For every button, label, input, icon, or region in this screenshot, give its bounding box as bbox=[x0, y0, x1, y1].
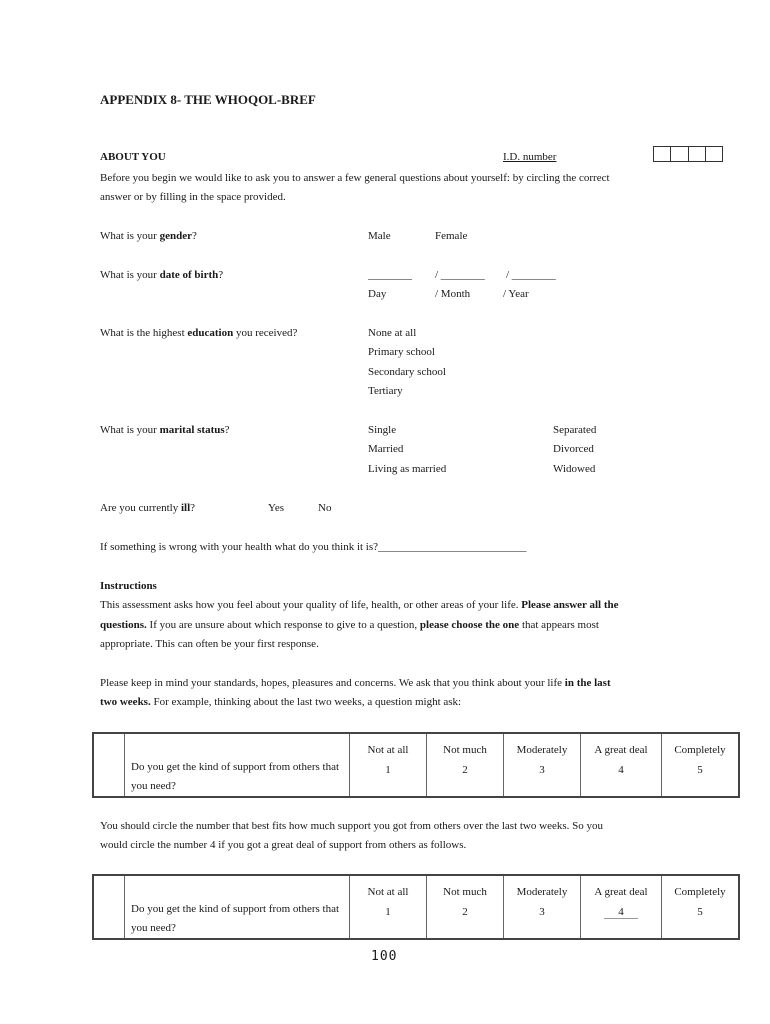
instructions-line: two weeks. For example, thinking about the last two weeks, a question might ask: bbox=[100, 696, 462, 708]
example-question-text: Do you get the kind of support from others that you need? bbox=[125, 733, 350, 797]
intro-line-1: Before you begin we would like to ask you to answer a few general questions about yourself: by circling the correct bbox=[100, 172, 610, 184]
option-not-much[interactable]: Not much 2 bbox=[427, 875, 504, 939]
page-title: APPENDIX 8- THE WHOQOL-BREF bbox=[100, 92, 316, 107]
ill-question: Are you currently ill? bbox=[100, 502, 196, 514]
instructions-heading: Instructions bbox=[100, 580, 157, 592]
marital-option[interactable]: Widowed bbox=[553, 463, 596, 475]
id-number-boxes[interactable] bbox=[653, 146, 723, 162]
option-not-much[interactable]: Not much 2 bbox=[427, 733, 504, 797]
instructions-line: appropriate. This can often be your first response. bbox=[100, 638, 319, 650]
marital-option[interactable]: Separated bbox=[553, 424, 597, 436]
option-moderately[interactable]: Moderately 3 bbox=[504, 875, 581, 939]
dob-day-label: Day bbox=[368, 288, 387, 300]
ill-option-no[interactable]: No bbox=[318, 502, 332, 514]
instructions-line: You should circle the number that best fits how much support you got from others over the last two weeks. So you bbox=[100, 820, 603, 832]
option-not-at-all[interactable]: Not at all 1 bbox=[350, 733, 427, 797]
option-not-at-all[interactable]: Not at all 1 bbox=[350, 875, 427, 939]
option-completely[interactable]: Completely 5 bbox=[662, 733, 740, 797]
dob-year-field[interactable]: / ________ bbox=[506, 269, 556, 281]
gender-question: What is your gender? bbox=[100, 230, 197, 242]
id-number-label: I.D. number bbox=[503, 151, 557, 163]
example-question-text: Do you get the kind of support from others that you need? bbox=[125, 875, 350, 939]
option-completely[interactable]: Completely 5 bbox=[662, 875, 740, 939]
education-question: What is the highest education you received? bbox=[100, 327, 298, 339]
intro-line-2: answer or by filling in the space provided. bbox=[100, 191, 286, 203]
example-question-table bbox=[92, 732, 740, 798]
gender-option-male[interactable]: Male bbox=[368, 230, 391, 242]
instructions-line: questions. If you are unsure about which response to give to a question, please choose the one that appears most bbox=[100, 619, 599, 631]
education-option[interactable]: Primary school bbox=[368, 346, 435, 358]
option-a-great-deal-selected[interactable]: A great deal 4 bbox=[581, 875, 662, 939]
option-a-great-deal[interactable]: A great deal 4 bbox=[581, 733, 662, 797]
table-blank-cell bbox=[93, 733, 125, 797]
gender-option-female[interactable]: Female bbox=[435, 230, 468, 242]
marital-option[interactable]: Married bbox=[368, 443, 404, 455]
marital-option[interactable]: Divorced bbox=[553, 443, 594, 455]
dob-question: What is your date of birth? bbox=[100, 269, 224, 281]
marital-option[interactable]: Living as married bbox=[368, 463, 447, 475]
answered-question-table bbox=[92, 874, 740, 940]
page-number: 100 bbox=[371, 949, 398, 964]
option-moderately[interactable]: Moderately 3 bbox=[504, 733, 581, 797]
table-blank-cell bbox=[93, 875, 125, 939]
education-option[interactable]: Tertiary bbox=[368, 385, 403, 397]
dob-month-label: / Month bbox=[435, 288, 471, 300]
instructions-line: This assessment asks how you feel about your quality of life, health, or other areas of your life. Please answer all the bbox=[100, 599, 619, 611]
dob-month-field[interactable]: / ________ bbox=[435, 269, 485, 281]
instructions-line: Please keep in mind your standards, hopes, pleasures and concerns. We ask that you think about your life in the last bbox=[100, 677, 611, 689]
education-option[interactable]: None at all bbox=[368, 327, 417, 339]
instructions-line: would circle the number 4 if you got a great deal of support from others as follows. bbox=[100, 839, 467, 851]
marital-question: What is your marital status? bbox=[100, 424, 230, 436]
dob-year-label: / Year bbox=[503, 288, 529, 300]
marital-option[interactable]: Single bbox=[368, 424, 397, 436]
dob-day-field[interactable]: ________ bbox=[368, 269, 412, 281]
education-option[interactable]: Secondary school bbox=[368, 366, 446, 378]
ill-option-yes[interactable]: Yes bbox=[268, 502, 285, 514]
about-heading: ABOUT YOU bbox=[100, 151, 166, 163]
health-question[interactable]: If something is wrong with your health what do you think it is?___________________________ bbox=[100, 541, 527, 553]
